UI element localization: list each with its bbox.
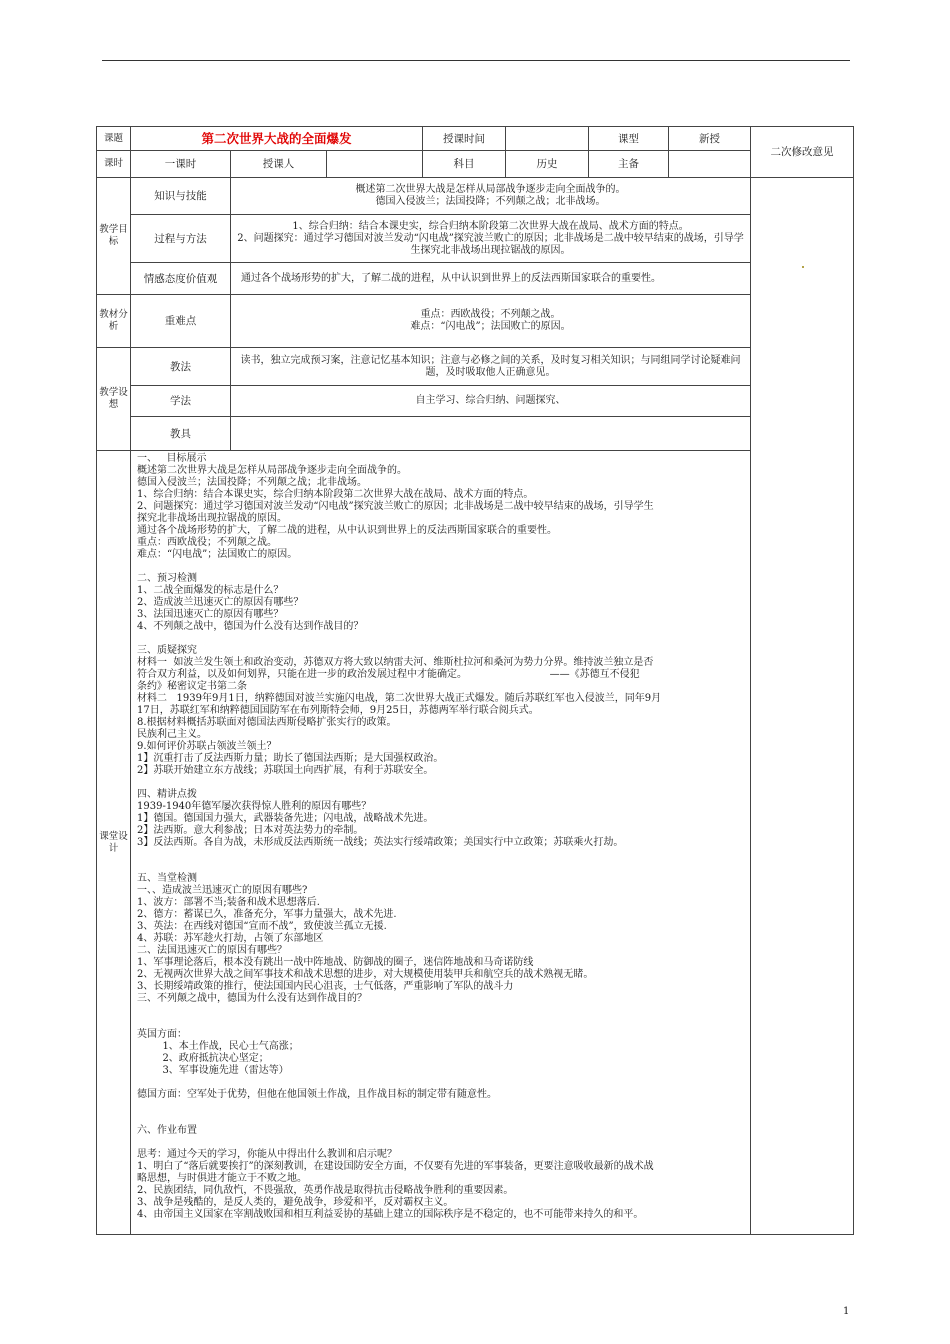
header-rule <box>102 60 850 61</box>
design-line: 四、精讲点拨 <box>137 789 197 800</box>
tools-text <box>231 417 751 451</box>
key-content: 重点：西欧战役；不列颠之战。 难点：“闪电战”；法国败亡的原因。 <box>410 309 571 332</box>
design-line <box>137 1113 744 1125</box>
lead-value <box>669 151 751 178</box>
design-line: 2】法西斯。意大利参战；日本对英法势力的牵制。 <box>137 825 364 836</box>
design-line: 3、长期绥靖政策的推行，使法国国内民心沮丧，士气低落，严重影响了军队的战斗力 <box>137 981 514 992</box>
design-line: 1】德国。德国国力强大，武器装备先进；闪电战，战略战术先进。 <box>137 813 434 824</box>
label-type: 课型 <box>589 127 669 151</box>
process-text <box>231 215 751 263</box>
side-label-design: 课堂设计 <box>97 451 131 1235</box>
design-line: 重点：西欧战役；不列颠之战。 <box>137 537 277 548</box>
design-line: 1939-1940年德军屡次获得惊人胜利的原因有哪些？ <box>137 801 372 812</box>
hours-value: 一课时 <box>131 151 231 178</box>
design-content <box>131 451 751 1235</box>
design-line: 3】反法西斯。各自为战，未形成反法西斯统一战线；英法实行绥靖政策；美国实行中立政策；苏联乘火打劫。 <box>137 837 624 848</box>
side-label-objectives: 教学目标 <box>97 178 131 295</box>
design-line: 一、、造成波兰迅速灭亡的原因有哪些? <box>137 885 308 896</box>
design-line: 3、军事设施先进（雷达等） <box>137 1065 289 1076</box>
label-subject: 科目 <box>423 151 506 178</box>
teaching-label: 教法 <box>131 348 231 386</box>
design-line <box>137 861 744 873</box>
design-line <box>137 1137 744 1149</box>
design-line: 一、 目标展示 <box>137 453 207 464</box>
design-line: 概述第二次世界大战是怎样从局部战争逐步走向全面战争的。 <box>137 465 407 476</box>
design-line <box>137 1101 744 1113</box>
design-line: 德国入侵波兰；法国投降；不列颠之战；北非战场。 <box>137 477 367 488</box>
design-line <box>137 1017 744 1029</box>
design-line: 略思想，与时俱进才能立于不败之地。 <box>137 1173 307 1184</box>
label-time: 授课时间 <box>423 127 506 151</box>
teaching-text: 读书，独立完成预习案，注意记忆基本知识；注意与必修之间的关系，及时复习相关知识；与同组同学讨论疑难问题，及时吸取他人正确意见。 <box>231 348 751 386</box>
label-lead: 主备 <box>589 151 669 178</box>
process-label: 过程与方法 <box>131 215 231 263</box>
design-line <box>137 849 744 861</box>
design-line <box>137 633 744 645</box>
learning-label: 学法 <box>131 386 231 417</box>
design-line: 材料二 1939年9月1日，纳粹德国对波兰实施闪电战，第二次世界大战正式爆发。随后苏联红军也入侵波兰，同年9月 <box>137 693 662 704</box>
design-line: 1】沉重打击了反法西斯力量；助长了德国法西斯；是大国强权政治。 <box>137 753 444 764</box>
knowledge-text <box>231 178 751 215</box>
design-line <box>137 561 744 573</box>
design-line: 1、二战全面爆发的标志是什么？ <box>137 585 284 596</box>
tools-label: 教具 <box>131 417 231 451</box>
design-line: 1、军事理论落后，根本没有跳出一战中阵地战、防御战的圈子，迷信阵地战和马奇诺防线 <box>137 957 534 968</box>
design-line: 三、质疑探究 <box>137 645 197 656</box>
design-line: 思考：通过今天的学习，你能从中得出什么教训和启示呢？ <box>137 1149 397 1160</box>
label-revision: 二次修改意见 <box>751 127 854 178</box>
design-line: 探究北非战场出现拉锯战的原因。 <box>137 513 287 524</box>
design-line: 材料一 如波兰发生领土和政治变动，苏德双方将大致以纳雷夫河、维斯杜拉河和桑河为势力分界。维持波兰独立是否 <box>137 657 654 668</box>
learning-text: 自主学习、综合归纳、问题探究、 <box>231 386 751 417</box>
design-line: 2、无视两次世界大战之间军事技术和战术思想的进步，对大规模使用装甲兵和航空兵的战术熟视无睹。 <box>137 969 594 980</box>
design-line: 符合双方利益，以及如何划界，只能在进一步的政治发展过程中才能确定。 ——《苏德互不侵犯 <box>137 669 640 680</box>
knowledge-content: 概述第二次世界大战是怎样从局部战争逐步走向全面战争的。 德国入侵波兰；法国投降；不列颠之战；北非战场。 <box>355 184 626 207</box>
design-line: 4、由帝国主义国家在宰割战败国和相互利益妥协的基础上建立的国际秩序是不稳定的，也不可能带来持久的和平。 <box>137 1209 644 1220</box>
design-line: 4、不列颠之战中，德国为什么没有达到作战目的？ <box>137 621 364 632</box>
knowledge-label: 知识与技能 <box>131 178 231 215</box>
design-line: 通过各个战场形势的扩大，了解二战的进程，从中认识到世界上的反法西斯国家联合的重要性。 <box>137 525 557 536</box>
design-line: 9.如何评价苏联占领波兰领土？ <box>137 741 277 752</box>
design-line: 1、明白了“落后就要挨打”的深刻教训，在建设国防安全方面，不仅要有先进的军事装备，更要注意吸收最新的战术战 <box>137 1161 654 1172</box>
subject-value: 历史 <box>506 151 589 178</box>
label-topic: 课题 <box>97 127 131 151</box>
design-line: 1、波方：部署不当;装备和战术思想落后. <box>137 897 320 908</box>
key-text <box>231 295 751 348</box>
design-line <box>137 1077 744 1089</box>
design-line: 2】苏联开始建立东方战线；苏联国土向西扩展，有利于苏联安全。 <box>137 765 434 776</box>
label-teacher: 授课人 <box>231 151 327 178</box>
design-line: 1、本土作战，民心士气高涨； <box>137 1041 299 1052</box>
design-lines <box>137 453 744 1221</box>
teacher-value <box>327 151 423 178</box>
design-line: 2、德方：蓄谋已久，准备充分，军事力量强大，战术先进. <box>137 909 397 920</box>
lesson-plan-table <box>96 126 854 1235</box>
design-line: 2、造成波兰迅速灭亡的原因有哪些？ <box>137 597 304 608</box>
design-line <box>137 777 744 789</box>
type-value: 新授 <box>669 127 751 151</box>
stray-mark <box>802 266 804 268</box>
design-line: 三、不列颠之战中，德国为什么没有达到作战目的？ <box>137 993 367 1004</box>
design-line: 8.根据材料概括苏联面对德国法西斯侵略扩张实行的政策。 <box>137 717 397 728</box>
design-line <box>137 1005 744 1017</box>
label-hours: 课时 <box>97 151 131 178</box>
design-line: 六、作业布置 <box>137 1125 197 1136</box>
design-line: 2、民族团结，同仇敌忾，不畏强敌，英勇作战是取得抗击侵略战争胜利的重要因素。 <box>137 1185 514 1196</box>
lesson-title: 第二次世界大战的全面爆发 <box>131 127 423 151</box>
design-line: 3、法国迅速灭亡的原因有哪些？ <box>137 609 284 620</box>
design-line: 2、问题探究：通过学习德国对波兰发动“闪电战”探究波兰败亡的原因；北非战场是二战中较早结束的战场，引导学生 <box>137 501 654 512</box>
design-line: 德国方面：空军处于优势，但他在他国领土作战，且作战目标的制定带有随意性。 <box>137 1089 497 1100</box>
design-line: 二、法国迅速灭亡的原因有哪些？ <box>137 945 287 956</box>
design-line: 3、战争是残酷的，是反人类的，避免战争，珍爱和平，反对霸权主义。 <box>137 1197 454 1208</box>
design-line: 3、英法：在西线对德国“宣而不战”，致使波兰孤立无援. <box>137 921 387 932</box>
design-line: 条约》秘密议定书第二条 <box>137 681 247 692</box>
process-content: 1、综合归纳：结合本课史实，综合归纳本阶段第二次世界大战在战局、战术方面的特点。 2、问题探究：通过学习德国对波兰发动“闪电战”探究波兰败亡的原因；北非战场是二战中较早结束的战场，引导学生探究北非战场出现拉锯战的原因。 <box>237 220 744 256</box>
design-line: 17日，苏联红军和纳粹德国国防军在布列斯特会师，9月25日，苏德两军举行联合阅兵式。 <box>137 705 539 716</box>
design-line: 英国方面： <box>137 1029 187 1040</box>
revision-column <box>751 178 854 1235</box>
design-line: 五、当堂检测 <box>137 873 197 884</box>
design-line: 民族利己主义。 <box>137 729 207 740</box>
design-line: 难点：“闪电战”；法国败亡的原因。 <box>137 549 298 560</box>
page-number: 1 <box>843 1306 850 1317</box>
time-value <box>506 127 589 151</box>
design-line: 二、预习检测 <box>137 573 197 584</box>
side-label-analysis: 教材分析 <box>97 295 131 348</box>
design-line: 2、政府抵抗决心坚定； <box>137 1053 269 1064</box>
design-line: 1、综合归纳：结合本课史实，综合归纳本阶段第二次世界大战在战局、战术方面的特点。 <box>137 489 534 500</box>
attitude-label: 情感态度价值观 <box>131 263 231 295</box>
key-label: 重难点 <box>131 295 231 348</box>
design-line: 4、苏联：苏军趁火打劫，占领了东部地区 <box>137 933 324 944</box>
side-label-method: 教学设想 <box>97 348 131 451</box>
attitude-text: 通过各个战场形势的扩大，了解二战的进程，从中认识到世界上的反法西斯国家联合的重要性。 <box>231 263 751 295</box>
